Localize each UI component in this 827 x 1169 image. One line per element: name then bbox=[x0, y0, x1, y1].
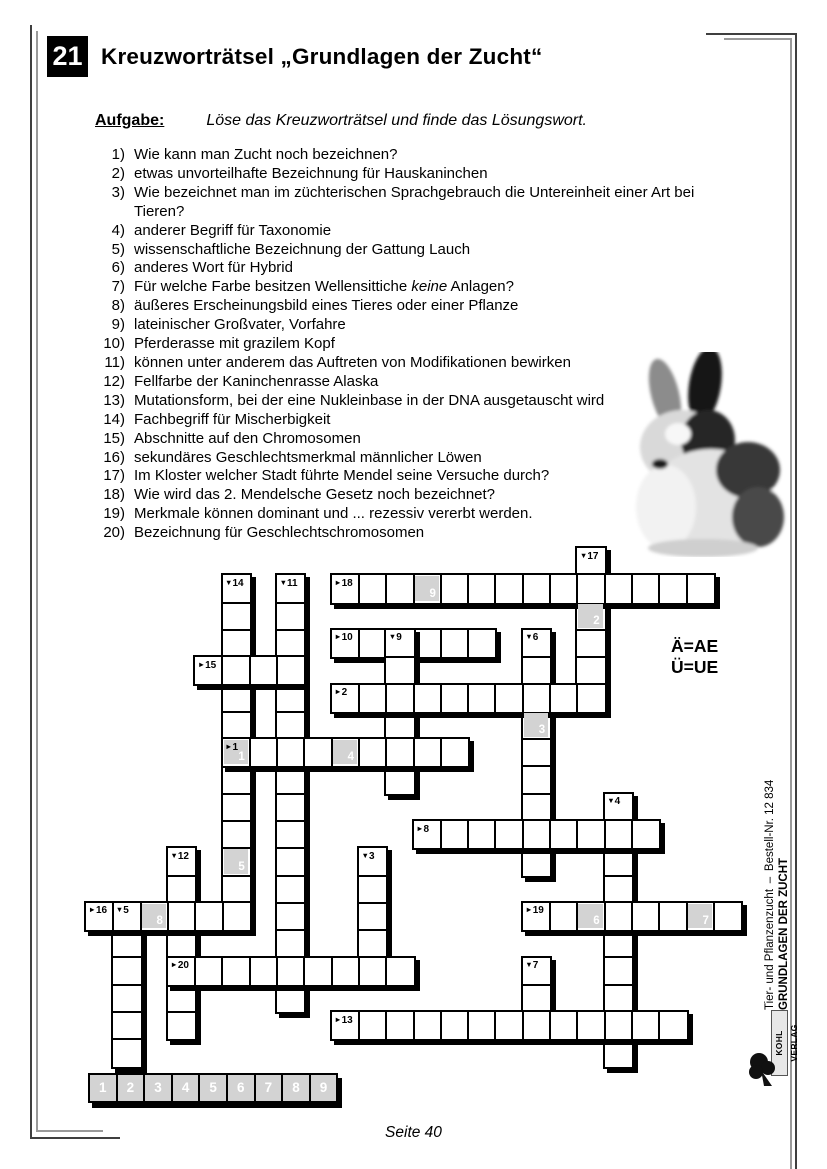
crossword-word-across-8 bbox=[412, 819, 662, 850]
solution-letter-cell bbox=[333, 740, 357, 764]
word-label-11 bbox=[278, 576, 298, 589]
clue-number: 15) bbox=[103, 429, 125, 447]
cell-separator bbox=[358, 575, 360, 602]
word-label-number: 1 bbox=[232, 741, 238, 753]
clue-item bbox=[95, 146, 720, 165]
cell-separator bbox=[577, 656, 604, 658]
cell-separator bbox=[276, 739, 278, 766]
cell-separator bbox=[631, 903, 633, 930]
clue-text: Fachbegriff für Mischerbigkeit bbox=[134, 410, 331, 428]
cell-separator bbox=[113, 984, 140, 986]
cell-separator bbox=[494, 685, 496, 712]
word-label-13 bbox=[332, 1013, 353, 1026]
across-arrow-icon: ► bbox=[197, 659, 206, 669]
cell-separator bbox=[277, 902, 304, 904]
across-arrow-icon: ► bbox=[416, 823, 424, 833]
crossword-word-down-11 bbox=[275, 573, 306, 1014]
cell-separator bbox=[631, 1012, 633, 1039]
clue-text: Merkmale können dominant und ... rezessiv vererbt werden. bbox=[134, 505, 533, 523]
cell-separator bbox=[549, 685, 551, 712]
clue-text: Wie wird das 2. Mendelsche Gesetz noch bezeichnet? bbox=[134, 486, 496, 504]
clue-text: wissenschaftliche Bezeichnung der Gattung Lauch bbox=[134, 240, 471, 258]
clue-number: 17) bbox=[103, 467, 125, 485]
cell-separator bbox=[577, 629, 604, 631]
cell-separator bbox=[413, 739, 415, 766]
cell-separator bbox=[467, 821, 469, 848]
cell-separator bbox=[605, 956, 632, 958]
word-label-number: 9 bbox=[396, 632, 402, 644]
cell-separator bbox=[385, 575, 387, 602]
clue-text: Abschnitte auf den Chromosomen bbox=[134, 429, 361, 447]
clue-number: 8) bbox=[111, 297, 125, 315]
crossword-word-across-18 bbox=[330, 573, 716, 604]
umlaut-note-line2: Ü=UE bbox=[671, 657, 719, 677]
frame-top-outer bbox=[706, 33, 797, 35]
cell-separator bbox=[658, 1012, 660, 1039]
clue-number: 1) bbox=[111, 146, 125, 163]
cell-separator bbox=[113, 1038, 140, 1040]
page-title: Kreuzworträtsel „Grundlagen der Zucht“ bbox=[101, 44, 543, 69]
clue-item bbox=[95, 222, 720, 241]
solution-letter-cell bbox=[142, 904, 166, 928]
crossword-word-across-20 bbox=[166, 956, 416, 987]
word-label-number: 19 bbox=[532, 905, 544, 917]
clue-text: lateinischer Großvater, Vorfahre bbox=[134, 316, 346, 334]
cell-separator bbox=[413, 685, 415, 712]
cell-separator bbox=[440, 1012, 442, 1039]
clue-text: Im Kloster welcher Stadt führte Mendel seine Versuche durch? bbox=[134, 467, 550, 485]
rabbit-image bbox=[608, 352, 788, 557]
down-arrow-icon: ▼ bbox=[388, 632, 397, 642]
word-label-7 bbox=[523, 958, 538, 971]
cell-separator bbox=[194, 958, 196, 985]
cell-separator bbox=[467, 685, 469, 712]
cell-separator bbox=[523, 765, 550, 767]
cell-separator bbox=[223, 793, 250, 795]
cell-separator bbox=[467, 630, 469, 657]
cell-separator bbox=[658, 575, 660, 602]
cell-separator bbox=[522, 1012, 524, 1039]
word-label-number: 17 bbox=[587, 550, 599, 562]
solution-word-cell: 4 bbox=[173, 1075, 199, 1101]
cell-separator bbox=[222, 903, 224, 930]
word-label-5 bbox=[114, 903, 129, 916]
clue-item bbox=[95, 184, 720, 222]
solution-letter-number: 1 bbox=[238, 751, 245, 764]
crossword-word-across-16 bbox=[84, 901, 252, 932]
clue-text: Wie bezeichnet man im züchterischen Sprachgebrauch die Untereinheit einer Art bei Tieren? bbox=[134, 183, 695, 220]
solution-word-cell: 5 bbox=[200, 1075, 226, 1101]
cell-separator bbox=[631, 821, 633, 848]
cell-separator bbox=[221, 958, 223, 985]
crossword-word-across-13 bbox=[330, 1010, 689, 1041]
across-arrow-icon: ► bbox=[334, 687, 342, 696]
cell-separator bbox=[385, 685, 387, 712]
word-label-8 bbox=[414, 822, 429, 835]
word-label-19 bbox=[523, 903, 544, 916]
across-arrow-icon: ► bbox=[334, 632, 342, 642]
word-label-12 bbox=[168, 849, 189, 862]
crossword-word-down-12 bbox=[166, 846, 197, 1041]
cell-separator bbox=[440, 739, 442, 766]
word-label-14 bbox=[223, 576, 244, 589]
cell-separator bbox=[576, 685, 578, 712]
umlaut-note-line1: Ä=AE bbox=[671, 636, 719, 656]
cell-separator bbox=[358, 958, 360, 985]
clue-number: 18) bbox=[103, 486, 125, 504]
cell-separator bbox=[576, 575, 578, 602]
cell-separator bbox=[523, 656, 550, 658]
clue-text: Fellfarbe der Kaninchenrasse Alaska bbox=[134, 372, 379, 390]
across-arrow-icon: ► bbox=[334, 577, 342, 587]
word-label-10 bbox=[332, 630, 353, 643]
cell-separator bbox=[277, 629, 304, 631]
across-arrow-icon: ► bbox=[334, 1014, 342, 1024]
clue-number: 3) bbox=[111, 183, 125, 201]
crossword-word-across-2 bbox=[330, 683, 607, 714]
clue-text: Bezeichnung für Geschlechtschromosomen bbox=[134, 524, 425, 542]
frame-top-inner bbox=[724, 38, 792, 40]
down-arrow-icon: ▼ bbox=[607, 796, 615, 806]
word-label-15 bbox=[196, 658, 217, 671]
cell-separator bbox=[467, 575, 469, 602]
solution-letter-cell bbox=[524, 713, 548, 737]
clue-number: 6) bbox=[111, 259, 125, 277]
solution-letter-number: 8 bbox=[156, 915, 163, 928]
cell-separator bbox=[658, 903, 660, 930]
cell-separator bbox=[467, 1012, 469, 1039]
word-label-1 bbox=[223, 740, 238, 753]
task-text: Löse das Kreuzworträtsel und finde das Lösungswort. bbox=[206, 112, 587, 129]
across-arrow-icon: ► bbox=[88, 905, 96, 915]
cell-separator bbox=[494, 1012, 496, 1039]
cell-separator bbox=[277, 847, 304, 849]
clue-number: 20) bbox=[103, 524, 125, 542]
word-label-18 bbox=[332, 576, 353, 589]
cell-separator bbox=[277, 602, 304, 604]
across-arrow-icon: ► bbox=[170, 960, 178, 969]
cell-separator bbox=[113, 1011, 140, 1013]
cell-separator bbox=[277, 711, 304, 713]
cell-separator bbox=[549, 821, 551, 848]
task-label: Aufgabe: bbox=[95, 112, 165, 129]
cell-separator bbox=[358, 685, 360, 712]
word-label-number: 4 bbox=[614, 796, 621, 808]
clue-text: Pferderasse mit grazilem Kopf bbox=[134, 335, 335, 353]
cell-separator bbox=[277, 793, 304, 795]
publisher-tree-icon bbox=[748, 1052, 778, 1088]
cell-separator bbox=[277, 929, 304, 931]
cell-separator bbox=[194, 903, 196, 930]
sidebar-imprint bbox=[763, 779, 791, 1010]
solution-letter-cell bbox=[578, 904, 602, 928]
clue-text: sekundäres Geschlechtsmerkmal männlicher Löwen bbox=[134, 448, 482, 466]
word-label-17 bbox=[578, 549, 599, 562]
cell-separator bbox=[440, 575, 442, 602]
word-label-number: 6 bbox=[532, 632, 539, 644]
cell-separator bbox=[223, 602, 250, 604]
cell-separator bbox=[440, 821, 442, 848]
frame-left-outer bbox=[30, 25, 32, 1139]
cell-separator bbox=[249, 958, 251, 985]
cell-separator bbox=[549, 1012, 551, 1039]
clue-item bbox=[95, 241, 720, 260]
solution-letter-number: 6 bbox=[593, 915, 600, 928]
cell-separator bbox=[604, 903, 606, 930]
word-label-number: 10 bbox=[341, 632, 353, 644]
cell-separator bbox=[249, 657, 251, 684]
cell-separator bbox=[113, 956, 140, 958]
clue-text: anderes Wort für Hybrid bbox=[134, 259, 293, 277]
word-label-4 bbox=[605, 794, 620, 807]
worksheet-number-badge: 21 bbox=[47, 36, 88, 77]
down-arrow-icon: ▼ bbox=[225, 577, 233, 587]
solution-word-cell: 8 bbox=[283, 1075, 309, 1101]
clue-text: anderer Begriff für Taxonomie bbox=[134, 221, 332, 239]
publisher-logo-label: KOHL VERLAG bbox=[771, 1010, 788, 1076]
cell-separator bbox=[440, 685, 442, 712]
word-label-20 bbox=[168, 958, 189, 971]
cell-separator bbox=[249, 739, 251, 766]
cell-separator bbox=[359, 902, 386, 904]
cell-separator bbox=[604, 575, 606, 602]
cell-separator bbox=[276, 958, 278, 985]
clue-number: 10) bbox=[103, 335, 125, 353]
cell-separator bbox=[303, 739, 305, 766]
word-label-number: 15 bbox=[205, 659, 217, 671]
cell-separator bbox=[549, 575, 551, 602]
umlaut-note bbox=[671, 636, 718, 678]
cell-separator bbox=[167, 903, 169, 930]
solution-word-cell: 6 bbox=[228, 1075, 254, 1101]
cell-separator bbox=[385, 739, 387, 766]
solution-word-row bbox=[88, 1073, 338, 1103]
cell-separator bbox=[358, 739, 360, 766]
solution-letter-cell bbox=[688, 904, 712, 928]
frame-left-inner bbox=[36, 31, 38, 1132]
word-label-number: 20 bbox=[177, 960, 189, 971]
solution-letter-number: 3 bbox=[538, 724, 546, 737]
cell-separator bbox=[523, 738, 550, 740]
task-line bbox=[95, 112, 587, 130]
clue-number: 2) bbox=[111, 164, 125, 182]
word-label-number: 7 bbox=[532, 960, 539, 971]
word-label-number: 16 bbox=[95, 905, 108, 917]
cell-separator bbox=[223, 711, 250, 713]
clue-number: 7) bbox=[111, 278, 125, 296]
solution-letter-cell bbox=[224, 849, 248, 873]
cell-separator bbox=[358, 1012, 360, 1039]
cell-separator bbox=[223, 820, 250, 822]
across-arrow-icon: ► bbox=[525, 905, 533, 915]
clue-number: 9) bbox=[111, 316, 125, 334]
cell-separator bbox=[713, 903, 715, 930]
solution-letter-number: 4 bbox=[347, 751, 354, 764]
word-label-number: 2 bbox=[341, 687, 348, 698]
clue-number: 4) bbox=[111, 221, 125, 239]
publisher-logo bbox=[770, 1012, 799, 1076]
clue-text: Mutationsform, bei der eine Nukleinbase in der DNA ausgetauscht wird bbox=[134, 391, 605, 409]
cell-separator bbox=[576, 821, 578, 848]
down-arrow-icon: ▼ bbox=[525, 960, 533, 969]
clue-number: 19) bbox=[103, 505, 125, 523]
word-label-6 bbox=[523, 630, 538, 643]
word-label-number: 3 bbox=[368, 850, 375, 862]
word-label-number: 13 bbox=[341, 1014, 353, 1026]
clue-item bbox=[95, 297, 720, 316]
solution-word-cell: 9 bbox=[311, 1075, 337, 1101]
solution-letter-cell bbox=[415, 576, 439, 600]
word-label-number: 14 bbox=[232, 577, 244, 589]
solution-word-cell: 3 bbox=[145, 1075, 171, 1101]
clue-number: 14) bbox=[103, 410, 125, 428]
down-arrow-icon: ▼ bbox=[170, 850, 178, 860]
cell-separator bbox=[276, 657, 278, 684]
word-label-number: 8 bbox=[423, 823, 430, 835]
cell-separator bbox=[413, 1012, 415, 1039]
page-footer: Seite 40 bbox=[385, 1124, 442, 1141]
cell-separator bbox=[494, 821, 496, 848]
word-label-3 bbox=[360, 849, 375, 862]
word-label-number: 5 bbox=[123, 905, 129, 917]
solution-letter-number: 7 bbox=[702, 915, 709, 928]
word-label-9 bbox=[387, 630, 402, 643]
clue-number: 13) bbox=[103, 391, 125, 409]
cell-separator bbox=[440, 630, 442, 657]
clue-number: 16) bbox=[103, 448, 125, 466]
solution-letter-number: 2 bbox=[593, 614, 600, 627]
clue-item bbox=[95, 278, 720, 297]
cell-separator bbox=[358, 630, 360, 657]
cell-separator bbox=[223, 875, 250, 877]
frame-right-outer bbox=[795, 33, 797, 1169]
word-label-number: 12 bbox=[177, 850, 189, 862]
cell-separator bbox=[576, 1012, 578, 1039]
cell-separator bbox=[168, 875, 195, 877]
down-arrow-icon: ▼ bbox=[115, 905, 124, 915]
solution-letter-cell bbox=[578, 604, 602, 628]
cell-separator bbox=[631, 575, 633, 602]
clue-number: 11) bbox=[104, 353, 125, 371]
word-label-number: 11 bbox=[287, 577, 298, 589]
cell-separator bbox=[605, 984, 632, 986]
cell-separator bbox=[605, 875, 632, 877]
solution-letter-number: 9 bbox=[429, 587, 436, 600]
cell-separator bbox=[604, 1012, 606, 1039]
cell-separator bbox=[221, 657, 223, 684]
down-arrow-icon: ▼ bbox=[279, 577, 288, 587]
down-arrow-icon: ▼ bbox=[579, 550, 588, 560]
cell-separator bbox=[522, 575, 524, 602]
clue-item bbox=[95, 259, 720, 278]
solution-letter-number: 5 bbox=[238, 860, 245, 873]
clue-number: 5) bbox=[111, 240, 125, 258]
cell-separator bbox=[522, 685, 524, 712]
word-label-16 bbox=[87, 903, 108, 916]
cell-separator bbox=[385, 958, 387, 985]
cell-separator bbox=[359, 875, 386, 877]
clue-text: Wie kann man Zucht noch bezeichnen? bbox=[134, 146, 398, 163]
cell-separator bbox=[277, 875, 304, 877]
clue-item bbox=[95, 165, 720, 184]
solution-word-cell: 1 bbox=[90, 1075, 116, 1101]
sidebar-series-title: GRUNDLAGEN DER ZUCHT bbox=[778, 857, 790, 1010]
cell-separator bbox=[686, 575, 688, 602]
solution-word-cell: 2 bbox=[118, 1075, 144, 1101]
cell-separator bbox=[168, 1011, 195, 1013]
down-arrow-icon: ▼ bbox=[361, 850, 369, 860]
cell-separator bbox=[359, 929, 386, 931]
cell-separator bbox=[523, 984, 550, 986]
cell-separator bbox=[522, 821, 524, 848]
solution-word-cell: 7 bbox=[256, 1075, 282, 1101]
cell-separator bbox=[549, 903, 551, 930]
cell-separator bbox=[303, 958, 305, 985]
clue-text: Für welche Farbe besitzen Wellensittiche keine Anlagen? bbox=[134, 278, 514, 296]
word-label-number: 18 bbox=[341, 577, 353, 589]
clue-text: etwas unvorteilhafte Bezeichnung für Hauskaninchen bbox=[134, 164, 488, 182]
word-label-2 bbox=[332, 685, 347, 698]
cell-separator bbox=[523, 793, 550, 795]
clue-text: können unter anderem das Auftreten von Modifikationen bewirken bbox=[134, 353, 571, 371]
down-arrow-icon: ▼ bbox=[525, 632, 533, 642]
clue-text: äußeres Erscheinungsbild eines Tieres oder einer Pflanze bbox=[134, 297, 519, 315]
cell-separator bbox=[223, 629, 250, 631]
clue-number: 12) bbox=[103, 372, 125, 390]
cell-separator bbox=[494, 575, 496, 602]
cell-separator bbox=[386, 656, 413, 658]
cell-separator bbox=[277, 820, 304, 822]
cell-separator bbox=[331, 958, 333, 985]
cell-separator bbox=[604, 821, 606, 848]
cell-separator bbox=[385, 1012, 387, 1039]
sidebar-subtitle: Tier- und Pflanzenzucht – Bestell-Nr. 12 834 bbox=[764, 779, 776, 1010]
across-arrow-icon: ► bbox=[225, 741, 233, 751]
clue-item bbox=[95, 316, 720, 335]
